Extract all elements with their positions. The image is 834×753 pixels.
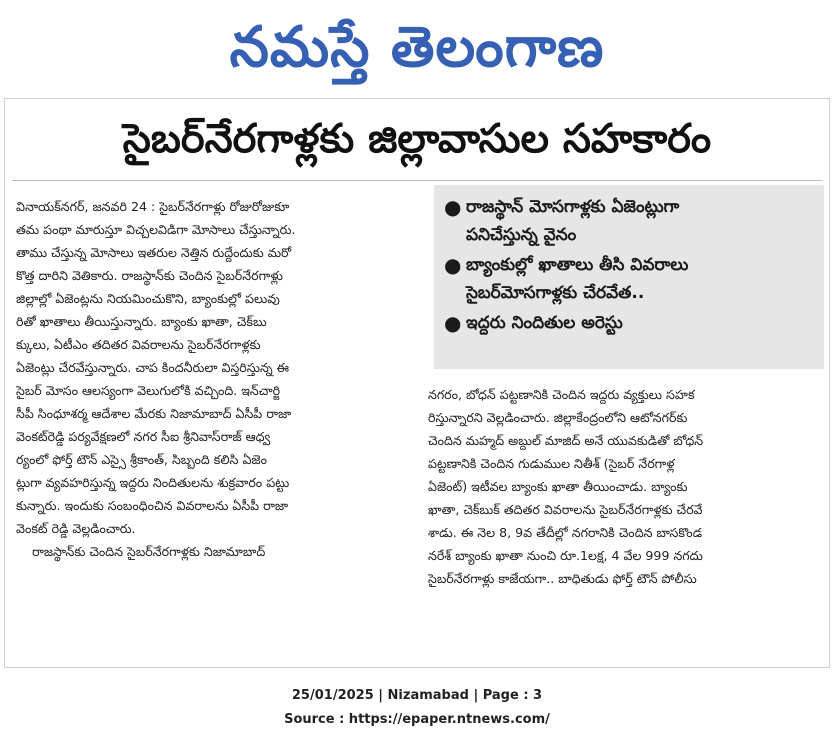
article-column-right bbox=[428, 383, 824, 590]
article-line: ట్లుగా వ్యవహరిస్తున్న ఇద్దరు నిందితులను శుక్రవారం పట్టు bbox=[16, 475, 290, 490]
edition-info: 25/01/2025 | Nizamabad | Page : 3 bbox=[291, 688, 543, 703]
article-line: క్కులు, ఏటీఎం తదితర వివరాలను సైబర్‌నేరగాళ్లకు bbox=[16, 337, 261, 352]
source-link[interactable]: Source : https://epaper.ntnews.com/ bbox=[284, 712, 550, 727]
article-line: నగరం, బోధన్ పట్టణానికి చెందిన ఇద్దరు వ్యక్తులు సహక bbox=[428, 387, 695, 402]
article-column-left bbox=[16, 195, 414, 563]
article-line: ఏజెంట్) ఇటీవల బ్యాంకు ఖాతా తీయించాడు. బ్యాంకు bbox=[428, 479, 688, 494]
article-line: ఏజెంట్లు చేరవేస్తున్నారు. చాప కిందనీరులా విస్తరిస్తున్న ఈ bbox=[16, 360, 290, 375]
highlight-line: ఇద్దరు నిందితుల అరెస్టు bbox=[466, 313, 623, 333]
newspaper-masthead: నమస్తే తెలంగాణ bbox=[229, 14, 605, 80]
article-line: వెంకట్‌రెడ్డి పర్యవేక్షణలో నగర సీఐ శ్రీనివాస్‌రాజ్ ఆధ్వ bbox=[16, 429, 271, 444]
headline-divider bbox=[12, 180, 822, 181]
article-headline: సైబర్‌నేరగాళ్లకు జిల్లావాసుల సహకారం bbox=[122, 116, 712, 162]
article-line: నరేశ్ బ్యాంకు ఖాతా నుంచి రూ.1లక్ష, 4 వేల 999 నగదు bbox=[428, 548, 703, 563]
article-line: రాజస్థాన్‌కు చెందిన సైబర్‌నేరగాళ్లకు నిజామాబాద్ bbox=[16, 544, 266, 559]
article-line: వినాయక్‌నగర్, జనవరి 24 : సైబర్‌నేరగాళ్లు రోజురోజుకూ bbox=[16, 199, 290, 214]
highlight-line: సైబర్‌మోసగాళ్లకు చేరవేత.. bbox=[466, 283, 645, 303]
highlight-item bbox=[444, 193, 814, 249]
article-line: కున్నారు. ఇందుకు సంబంధించిన వివరాలను ఏసీపీ రాజా bbox=[16, 498, 289, 513]
article-line: కొత్త దారిని వెతికారు. రాజస్థాన్‌కు చెందిన సైబర్‌నేరగాళ్లు bbox=[16, 268, 283, 283]
article-line: రిస్తున్నారని వెల్లడించారు. జిల్లాకేంద్రంలోని ఆటోనగర్‌కు bbox=[428, 410, 688, 425]
article-line: సైబర్ మోసం ఆలస్యంగా వెలుగులోకి వచ్చింది. ఇన్‌చార్జి bbox=[16, 383, 281, 398]
article-line: తమ పంథా మారుస్తూ విచ్చలవిడిగా మోసాలు చేస్తున్నారు. bbox=[16, 222, 296, 237]
highlight-box bbox=[434, 185, 824, 369]
highlight-line: బ్యాంకుల్లో ఖాతాలు తీసి వివరాలు bbox=[466, 255, 689, 275]
article-line: వెంకట్ రెడ్డి వెల్లడించారు. bbox=[16, 521, 136, 536]
bullet-icon: ● bbox=[444, 195, 462, 219]
highlight-line: పనిచేస్తున్న వైనం bbox=[466, 225, 577, 245]
bullet-icon: ● bbox=[444, 311, 462, 335]
article-line: తాము చేస్తున్న మోసాలు ఇతరుల నెత్తిన రుద్దేందుకు మరో bbox=[16, 245, 292, 260]
article-line: పట్టణానికి చెందిన గుడుముల నితీశ్ (సైబర్ నేరగాళ్ల bbox=[428, 456, 675, 471]
article-line: శాడు. ఈ నెల 8, 9వ తేదీల్లో నగరానికి చెందిన బాసకొండ bbox=[428, 525, 703, 540]
article-line: చెందిన మహ్మద్ అబ్దుల్ మాజిద్ అనే యువకుడితో బోధన్ bbox=[428, 433, 704, 448]
article-line: రితో ఖాతాలు తీయిస్తున్నారు. బ్యాంకు ఖాతా, చెక్‌బు bbox=[16, 314, 267, 329]
article-line: సీపీ సింధూశర్మ ఆదేశాల మేరకు నిజామాబాద్ ఏసీపీ రాజా bbox=[16, 406, 292, 421]
article-line: ర్యంలో ఫోర్త్ టౌన్ ఎస్సై శ్రీకాంత్, సిబ్బంది కలిసి ఏజెం bbox=[16, 452, 268, 467]
highlight-item bbox=[444, 251, 814, 307]
highlight-item bbox=[444, 309, 814, 337]
article-line: సైబర్‌నేరగాళ్లు కాజేయగా.. బాధితుడు ఫోర్త్ టౌన్ పోలీసు bbox=[428, 571, 697, 586]
bullet-icon: ● bbox=[444, 253, 462, 277]
article-line: ఖాతా, చెక్‌బుక్ తదితర వివరాలను సైబర్‌నేరగాళ్లకు చేరవే bbox=[428, 502, 703, 517]
highlight-line: రాజస్థాన్ మోసగాళ్లకు ఏజెంట్లుగా bbox=[466, 197, 680, 217]
article-line: జిల్లాల్లో ఏజెంట్లను నియమించుకొని, బ్యాంకుల్లో పలువు bbox=[16, 291, 280, 306]
